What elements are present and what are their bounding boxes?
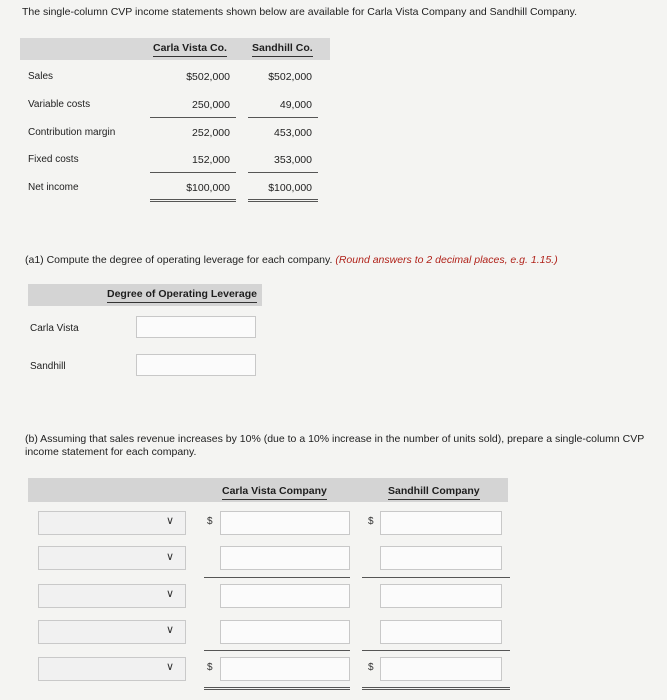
carla-fixed-costs: 152,000 bbox=[192, 154, 230, 166]
dol-label-carla-vista: Carla Vista bbox=[30, 323, 79, 334]
part-b-sandhill-header: Sandhill Company bbox=[388, 485, 480, 500]
row-label-variable-costs: Variable costs bbox=[28, 99, 91, 110]
sandhill-line-2-input[interactable] bbox=[380, 546, 502, 570]
sandhill-line-5-input[interactable] bbox=[380, 657, 502, 681]
rule-line bbox=[150, 117, 236, 118]
chevron-down-icon: ∨ bbox=[166, 551, 175, 563]
statement-line-1-select[interactable] bbox=[38, 511, 186, 535]
rule-line bbox=[248, 117, 318, 118]
sandhill-line-3-input[interactable] bbox=[380, 584, 502, 608]
statement-line-3-select[interactable] bbox=[38, 584, 186, 608]
carla-vista-line-1-input[interactable] bbox=[220, 511, 350, 535]
dol-sandhill-input[interactable] bbox=[136, 354, 256, 376]
statement-line-2-select[interactable] bbox=[38, 546, 186, 570]
double-rule-line bbox=[248, 199, 318, 202]
chevron-down-icon: ∨ bbox=[166, 588, 175, 600]
carla-net-income: $100,000 bbox=[186, 182, 230, 194]
sandhill-net-income: $100,000 bbox=[268, 182, 312, 194]
rule-line bbox=[362, 577, 510, 578]
dollar-sign: $ bbox=[368, 516, 374, 527]
sandhill-line-1-input[interactable] bbox=[380, 511, 502, 535]
chevron-down-icon: ∨ bbox=[166, 624, 175, 636]
row-label-sales: Sales bbox=[28, 71, 54, 82]
carla-vista-line-4-input[interactable] bbox=[220, 620, 350, 644]
dollar-sign: $ bbox=[207, 516, 213, 527]
sandhill-sales: $502,000 bbox=[268, 71, 312, 83]
double-rule-line bbox=[150, 199, 236, 202]
part-b-carla-vista-header: Carla Vista Company bbox=[222, 485, 327, 500]
chevron-down-icon: ∨ bbox=[166, 515, 175, 527]
part-a1-rounding-instruction: (Round answers to 2 decimal places, e.g. 1.15.) bbox=[335, 254, 558, 266]
rule-line bbox=[204, 650, 350, 651]
intro-text: The single-column CVP income statements shown below are available for Carla Vista Company and Sandhill Company. bbox=[22, 6, 578, 18]
chevron-down-icon: ∨ bbox=[166, 661, 175, 673]
sandhill-contribution-margin: 453,000 bbox=[274, 127, 312, 139]
carla-contribution-margin: 252,000 bbox=[192, 127, 230, 139]
dol-carla-vista-input[interactable] bbox=[136, 316, 256, 338]
sandhill-line-4-input[interactable] bbox=[380, 620, 502, 644]
carla-vista-column-header: Carla Vista Co. bbox=[153, 42, 227, 57]
carla-variable-costs: 250,000 bbox=[192, 99, 230, 111]
sandhill-variable-costs: 49,000 bbox=[279, 99, 312, 111]
carla-sales: $502,000 bbox=[186, 71, 230, 83]
dollar-sign: $ bbox=[207, 662, 213, 673]
row-label-net-income: Net income bbox=[28, 182, 79, 193]
rule-line bbox=[150, 172, 236, 173]
statement-line-5-select[interactable] bbox=[38, 657, 186, 681]
sandhill-fixed-costs: 353,000 bbox=[274, 154, 312, 166]
double-rule-line bbox=[204, 687, 350, 690]
rule-line bbox=[248, 172, 318, 173]
rule-line bbox=[362, 650, 510, 651]
dollar-sign: $ bbox=[368, 662, 374, 673]
part-a1-question-text: (a1) Compute the degree of operating leverage for each company. bbox=[25, 254, 333, 266]
part-a1-question bbox=[25, 254, 558, 266]
carla-vista-line-5-input[interactable] bbox=[220, 657, 350, 681]
sandhill-column-header: Sandhill Co. bbox=[252, 42, 313, 57]
dol-column-header: Degree of Operating Leverage bbox=[107, 288, 257, 303]
part-b-question: (b) Assuming that sales revenue increases by 10% (due to a 10% increase in the number of units sold), prepare a single-column CVP income statement for each company. bbox=[25, 433, 645, 458]
double-rule-line bbox=[362, 687, 510, 690]
carla-vista-line-3-input[interactable] bbox=[220, 584, 350, 608]
rule-line bbox=[204, 577, 350, 578]
carla-vista-line-2-input[interactable] bbox=[220, 546, 350, 570]
dol-label-sandhill: Sandhill bbox=[30, 361, 66, 372]
statement-line-4-select[interactable] bbox=[38, 620, 186, 644]
row-label-fixed-costs: Fixed costs bbox=[28, 154, 79, 165]
row-label-contribution-margin: Contribution margin bbox=[28, 127, 116, 138]
